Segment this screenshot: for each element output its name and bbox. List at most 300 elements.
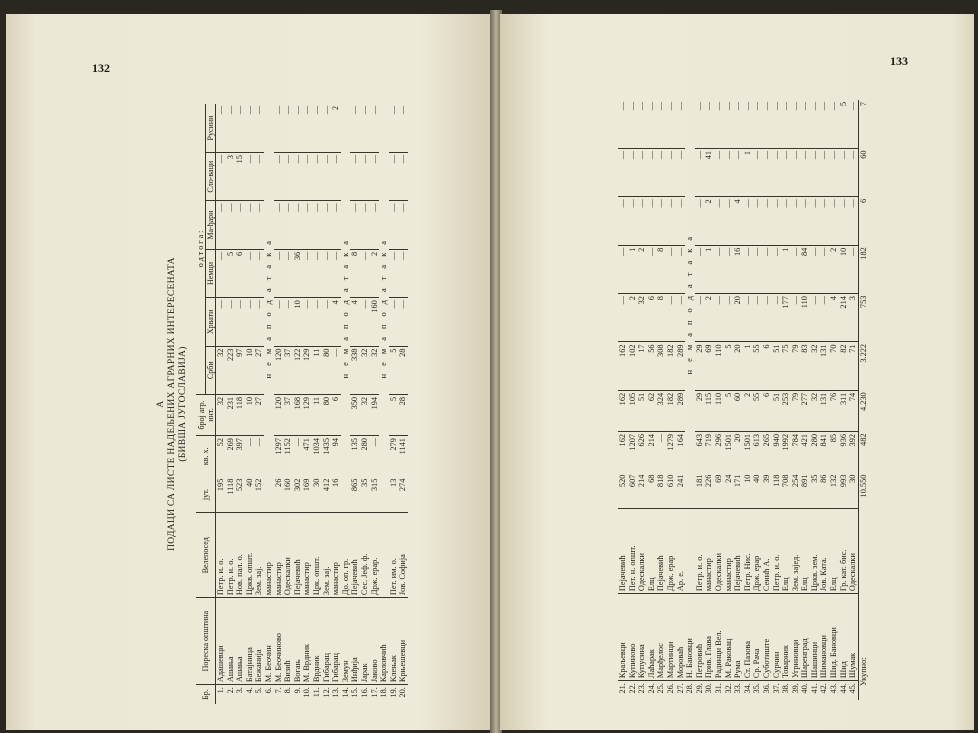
row-owner: Сеинћ А. [762,509,772,594]
row-kv: 643 [695,431,705,472]
row-madjari: — [656,197,666,245]
row-slovaci: — [618,148,628,196]
row-number: 3. [235,685,245,704]
row-hrvati: 177 [781,294,791,342]
row-jut: 254 [790,474,800,488]
row-rusini: — [283,106,293,115]
row-rusini: — [235,106,245,115]
row-srbi: 182 [666,342,676,390]
table-row [370,104,380,704]
row-srbi: 37 [283,346,293,394]
row-place: Петровић [695,594,705,681]
table-row [724,100,734,700]
row-jut: 865 [350,478,360,492]
row-kv: 1297 [274,436,284,477]
row-kv: 85 [829,431,839,472]
row-owner: Цркв. општ. [245,513,255,598]
row-jut: 993 [838,474,848,488]
row-broj: 129 [302,394,312,435]
table-row [762,100,772,700]
row-jut: 160 [283,478,293,492]
row-nemci: — [216,249,226,297]
row-kv: 936 [839,431,849,472]
row-slovaci: — [791,148,801,196]
row-slovaci: — [714,148,724,196]
row-number: 27. [676,681,686,700]
row-number: 26. [666,681,676,700]
row-srbi: 131 [819,342,829,390]
row-slovaci: — [772,148,782,196]
header-opstina: Пореска општина [196,598,216,685]
row-broj: 350 [350,394,360,435]
table-row [743,100,753,700]
row-owner: Пејачевић [656,509,666,594]
row-hrvati: — [676,294,686,342]
row-owner [379,513,389,598]
row-number: 35. [752,681,762,700]
row-owner: Пејачевић [293,513,303,598]
row-number: 14. [341,685,351,704]
row-nemci: — [312,249,322,297]
row-nemci: — [389,249,399,297]
row-number: 8. [283,685,293,704]
row-jut: 132 [829,474,839,488]
row-place: Ашања [226,598,236,685]
row-nemci: — [772,245,782,293]
row-rusini: — [369,106,379,115]
row-rusini: 5 [838,102,848,107]
row-jut: 10 [742,474,752,483]
row-madjari: — [618,197,628,245]
header-hrvati: Хрвати [206,298,216,346]
row-kv: 280 [810,431,820,472]
row-rusini: — [273,106,283,115]
row-srbi: 71 [848,342,858,390]
table-row [666,100,676,700]
row-place: Батајница [245,598,255,685]
row-madjari: — [312,201,322,249]
row-place: Гибарац [331,598,341,685]
row-madjari: — [848,197,858,245]
row-kv: 940 [772,431,782,472]
row-broj: 194 [370,394,380,435]
row-number: 4. [245,685,255,704]
row-srbi: 27 [254,346,264,394]
row-madjari: — [628,197,638,245]
row-broj: 79 [791,390,801,431]
row-madjari: — [810,197,820,245]
row-place: Крњешевци [398,598,408,685]
row-owner: Нов. пал. о. [235,513,245,598]
row-hrvati: — [695,294,705,342]
table-row [226,104,236,704]
row-srbi: 32 [216,346,226,394]
row-hrvati: 160 [370,298,380,346]
row-place: Шумак [848,594,858,681]
row-madjari: — [637,197,647,245]
row-broj: 120 [274,394,284,435]
row-place: Визић [283,598,293,685]
row-slovaci: — [839,148,849,196]
row-jut: 214 [637,474,647,488]
row-rusini: — [848,102,858,111]
row-nemci: — [398,249,408,297]
title-line-2: (БИВША ЈУГОСЛАВИЈА) [178,346,188,462]
row-number: 37. [772,681,782,700]
row-nemci: 36 [293,249,303,297]
row-broj: 5 [389,394,399,435]
right-rotated-content [534,100,868,700]
row-srbi: 17 [637,342,647,390]
row-hrvati: — [791,294,801,342]
row-broj: 32 [810,390,820,431]
row-nemci: 2 [370,249,380,297]
row-kv: 1034 [312,436,322,477]
row-srbi: 5 [724,342,734,390]
row-number: 34. [743,681,753,700]
row-hrvati: — [743,294,753,342]
table-row [379,104,389,704]
table-row [283,104,293,704]
row-srbi: 289 [676,342,686,390]
row-slovaci: — [637,148,647,196]
row-broj: 27 [254,394,264,435]
header-od-toga: о д т о г а : [196,230,205,268]
row-slovaci: — [666,148,676,196]
row-madjari: — [322,201,332,249]
header-madjari: Ма-ђари [206,201,216,249]
row-nemci: — [283,249,293,297]
row-number: 9. [293,685,303,704]
row-hrvati: — [618,294,628,342]
row-broj: 28 [398,394,408,435]
row-madjari: — [274,201,284,249]
row-owner: Елц [647,509,657,594]
table-row [685,100,695,700]
row-owner: Држ. ерар [752,509,762,594]
table-row [628,100,638,700]
page-number-right: 133 [890,54,908,68]
row-srbi: 55 [752,342,762,390]
row-owner: Гр. кат. бис. [839,509,849,594]
row-jut: 152 [254,478,264,492]
row-madjari: 4 [733,197,743,245]
row-broj: 29 [695,390,705,431]
row-madjari: — [350,201,360,249]
row-srbi: 70 [829,342,839,390]
row-jut: 86 [819,474,829,483]
row-place: Адашевци [216,598,226,685]
table-row [264,104,274,704]
row-srbi: 80 [322,346,332,394]
row-rusini: — [302,106,312,115]
row-number: 19. [389,685,399,704]
row-nemci: 10 [839,245,849,293]
row-srbi: 29 [695,342,705,390]
table-row [781,100,791,700]
row-hrvati: — [819,294,829,342]
row-nemci: — [848,245,858,293]
row-place: Јарак [360,598,370,685]
table-row [647,100,657,700]
table-row [810,100,820,700]
row-place: М. Раковац [724,594,734,681]
row-hrvati: 4 [350,298,360,346]
row-owner: Петр. Нис. [743,509,753,594]
row-broj: 182 [666,390,676,431]
row-nemci: — [676,245,686,293]
title-letter: А [156,400,166,408]
row-place: Шашинци [810,594,820,681]
row-srbi: 32 [370,346,380,394]
row-hrvati: — [322,298,332,346]
total-hrvati: 753 [858,295,868,309]
row-number: 16. [360,685,370,704]
row-number: 44. [839,681,849,700]
row-jut: 40 [244,478,254,487]
row-jut: 520 [618,474,627,488]
row-madjari: — [235,201,245,249]
total-slovaci: 60 [858,150,868,159]
row-srbi: 6 [762,342,772,390]
row-kv: 265 [762,431,772,472]
row-nemci: — [819,245,829,293]
row-madjari: — [245,201,255,249]
row-madjari: — [389,201,399,249]
row-nemci: 1 [704,245,714,293]
row-jut: 40 [752,474,762,483]
table-row [848,100,858,700]
row-hrvati: — [810,294,820,342]
row-nemci: 5 [226,249,236,297]
row-kv: 397 [235,436,245,477]
row-kv: 52 [216,436,226,477]
row-nodata: н е м а п о д а т а к а [263,238,273,379]
row-owner: манастир [724,509,734,594]
total-rusini: 7 [858,102,868,107]
row-owner: Одескалки [714,509,724,594]
row-srbi: — [331,346,341,394]
row-place: Купусина [637,594,647,681]
total-label: Укупно: [858,657,868,686]
row-number: 39. [791,681,801,700]
row-kv: 1141 [398,436,408,477]
table-row [695,100,705,700]
row-madjari: — [762,197,772,245]
row-kv: 1992 [781,431,791,472]
row-place: Карловчић [379,598,389,685]
row-slovaci: — [398,153,408,201]
row-rusini: — [761,102,771,111]
row-broj: 289 [676,390,686,431]
row-srbi: 1 [743,342,753,390]
total-kv: 482 [858,433,868,446]
row-srbi: 32 [810,342,820,390]
row-srbi: 83 [800,342,810,390]
row-madjari: — [791,197,801,245]
row-place: Мороваћ [676,594,686,681]
row-kv: 164 [676,431,686,472]
row-place: Шаренград [800,594,810,681]
table-row [302,104,312,704]
row-madjari: — [714,197,724,245]
row-hrvati: 3 [848,294,858,342]
row-rusini: — [398,106,408,115]
table-row [656,100,666,700]
row-number: 24. [647,681,657,700]
row-nemci: — [695,245,705,293]
row-number: 33. [733,681,743,700]
row-place: Вогањ [293,598,303,685]
table-row [637,100,647,700]
row-owner: манастир [331,513,341,598]
row-jut: 30 [848,474,858,483]
total-madjari: 6 [858,198,868,204]
row-slovaci: — [695,148,705,196]
row-slovaci: — [829,148,839,196]
row-rusini: — [627,102,637,111]
row-hrvati: — [752,294,762,342]
row-jut: 891 [800,474,810,488]
row-owner: Зем. зајед. [791,509,801,594]
table-row [254,104,264,704]
row-jut: 118 [771,474,781,487]
row-place: Мартинци [666,594,676,681]
row-broj: 277 [800,390,810,431]
row-jut: 523 [235,478,245,492]
row-slovaci: — [810,148,820,196]
row-place: Ашања [235,598,245,685]
row-broj: 253 [781,390,791,431]
table-row [791,100,801,700]
row-jut: 412 [321,478,331,492]
row-place: Ср. Рача [752,594,762,681]
row-owner: Пејачевић [618,509,628,594]
row-rusini: — [225,106,235,115]
row-number: 36. [762,681,772,700]
row-hrvati: — [312,298,322,346]
row-slovaci: — [762,148,772,196]
row-hrvati: 4 [829,294,839,342]
row-place: Шид [839,594,849,681]
row-number: 43. [829,681,839,700]
row-jut: 16 [331,478,341,487]
row-nemci: 6 [235,249,245,297]
row-rusini: — [723,102,733,111]
row-rusini: — [311,106,321,115]
row-rusini: — [800,102,810,111]
row-owner: Петр. и. о. [695,509,705,594]
row-owner: Сес. Јеф. ф. [360,513,370,598]
table-row [216,104,226,704]
row-owner: манастир [274,513,284,598]
row-srbi: 110 [714,342,724,390]
row-broj: 131 [819,390,829,431]
row-kv: — [656,431,666,472]
row-jut: 35 [809,474,819,483]
row-owner: Пет. им. о. [389,513,399,598]
row-slovaci: 41 [704,148,714,196]
row-madjari: — [800,197,810,245]
row-nemci: 1 [628,245,638,293]
row-owner: Држ. ерар. [370,513,380,598]
row-madjari: — [283,201,293,249]
row-nemci: — [714,245,724,293]
row-jut: 181 [694,474,704,488]
row-slovaci: — [848,148,858,196]
total-broj: 4.230 [858,392,868,412]
row-madjari: — [752,197,762,245]
row-rusini: — [771,102,781,111]
row-place: Шид. Бановци [829,594,839,681]
row-madjari: — [772,197,782,245]
row-kv: 1207 [628,431,638,472]
row-broj: 55 [752,390,762,431]
row-kv: 719 [704,431,714,472]
row-number: 17. [370,685,380,704]
header-slovaci: Сло-ваци [206,153,216,201]
row-jut: 302 [292,478,302,492]
row-owner: До. оп. гр. [341,513,351,598]
row-madjari: — [819,197,829,245]
row-broj: 324 [656,390,666,431]
row-owner: Црк. општ. [312,513,322,598]
row-madjari: — [781,197,791,245]
row-rusini: — [216,106,225,115]
row-jut: 26 [273,478,283,487]
row-rusini: — [637,102,647,111]
row-owner: манастир [264,513,274,598]
row-slovaci: — [676,148,686,196]
row-nemci: 84 [800,245,810,293]
row-hrvati: — [762,294,772,342]
row-number: 41. [810,681,820,700]
table-row [752,100,762,700]
row-hrvati: — [254,298,264,346]
row-broj: 80 [322,394,332,435]
row-owner: манастир [704,509,714,594]
row-kv: 1501 [724,431,734,472]
header-rusini: Русини [206,115,215,141]
row-broj: 76 [829,390,839,431]
row-owner: Цркв. зем. [810,509,820,594]
header-broj: број агр. инт. [196,394,216,435]
row-owner: Одескалки [848,509,858,594]
row-slovaci: — [360,153,370,201]
row-number: 13. [331,685,341,704]
row-kv: — [370,436,380,477]
row-jut: 68 [646,474,656,483]
row-kv: 162 [618,431,628,472]
row-place: Ст. Пазова [743,594,753,681]
row-place: Суботиште [762,594,772,681]
table-row [331,104,341,704]
row-number: 6. [264,685,274,704]
table-row [800,100,810,700]
row-broj: 231 [226,394,236,435]
row-nemci: — [666,245,676,293]
row-broj: 37 [283,394,293,435]
row-place: Рума [733,594,743,681]
row-madjari: — [666,197,676,245]
row-slovaci: — [724,148,734,196]
row-jut: 610 [665,474,675,488]
row-kv: 626 [637,431,647,472]
row-slovaci: — [628,148,638,196]
row-number: 10. [302,685,312,704]
row-hrvati: — [226,298,236,346]
row-nodata: н е м а п о д а т а к а [379,238,389,379]
